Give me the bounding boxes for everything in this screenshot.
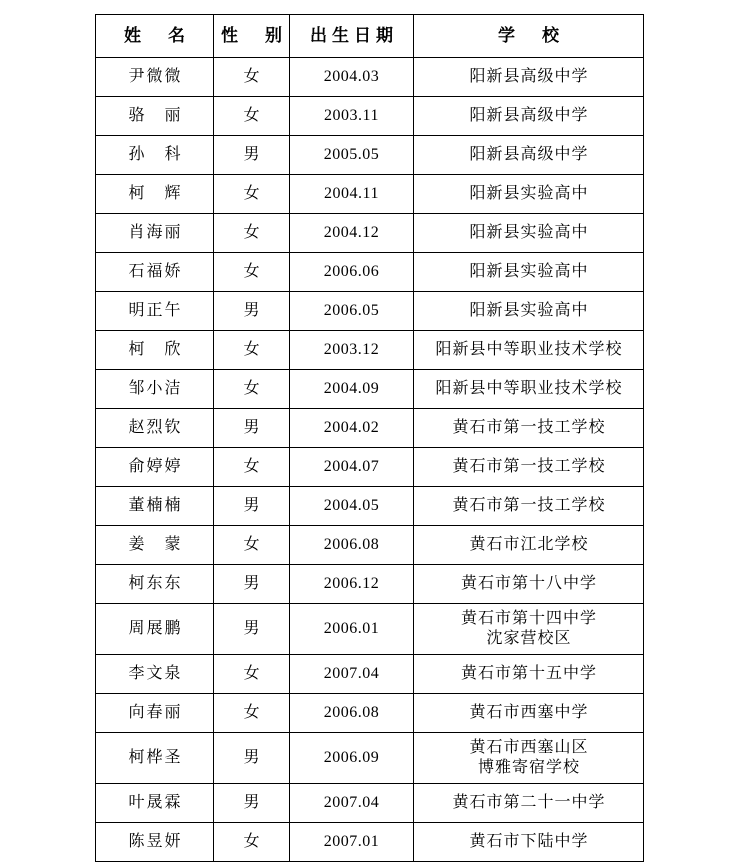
cell-birth-date: 2004.07 [290,448,414,487]
school-line: 阳新县中等职业技术学校 [435,380,623,397]
cell-name: 石福娇 [96,253,214,292]
cell-birth-date: 2004.02 [290,409,414,448]
cell-name: 孙 科 [96,136,214,175]
cell-name: 明正午 [96,292,214,331]
cell-name: 叶晟霖 [96,784,214,823]
table-header [96,15,644,58]
cell-birth-date: 2007.04 [290,655,414,694]
school-line: 黄石市西塞中学 [469,704,589,721]
school-line: 黄石市第十八中学 [460,575,597,592]
cell-birth-date: 2003.12 [290,331,414,370]
cell-school [414,175,644,214]
cell-gender: 女 [214,58,290,97]
cell-name: 赵烈钦 [96,409,214,448]
cell-birth-date: 2007.04 [290,784,414,823]
table-row [96,448,644,487]
cell-school [414,370,644,409]
table-row [96,655,644,694]
column-header-birth-date: 出生日期 [290,15,414,58]
school-line: 黄石市西塞山区 [469,739,589,756]
column-header-gender: 性 别 [214,15,290,58]
cell-gender: 男 [214,292,290,331]
header-row [96,15,644,58]
table-row [96,370,644,409]
cell-name: 骆 丽 [96,97,214,136]
table-row [96,784,644,823]
cell-gender: 男 [214,604,290,655]
cell-school [414,253,644,292]
cell-gender: 女 [214,175,290,214]
table-row [96,292,644,331]
cell-school [414,694,644,733]
cell-birth-date: 2006.12 [290,565,414,604]
cell-birth-date: 2004.12 [290,214,414,253]
cell-name: 柯 欣 [96,331,214,370]
cell-gender: 男 [214,409,290,448]
cell-birth-date: 2004.05 [290,487,414,526]
cell-birth-date: 2004.09 [290,370,414,409]
table-row [96,97,644,136]
cell-school [414,604,644,655]
student-roster-table [95,14,644,862]
cell-school [414,136,644,175]
cell-gender: 女 [214,694,290,733]
school-line: 阳新县高级中学 [469,107,589,124]
cell-school [414,784,644,823]
school-line: 黄石市第一技工学校 [452,497,606,514]
school-line: 黄石市第一技工学校 [452,419,606,436]
column-header-school: 学 校 [414,15,644,58]
school-line: 黄石市江北学校 [469,536,589,553]
cell-gender: 女 [214,448,290,487]
cell-gender: 女 [214,823,290,862]
school-line: 黄石市第二十一中学 [452,794,606,811]
cell-name: 李文泉 [96,655,214,694]
column-header-name: 姓 名 [96,15,214,58]
cell-birth-date: 2006.08 [290,694,414,733]
school-line: 黄石市第一技工学校 [452,458,606,475]
cell-school [414,823,644,862]
cell-birth-date: 2006.08 [290,526,414,565]
cell-name: 姜 蒙 [96,526,214,565]
school-line: 黄石市下陆中学 [469,833,589,850]
cell-birth-date: 2006.05 [290,292,414,331]
cell-name: 肖海丽 [96,214,214,253]
cell-school [414,292,644,331]
cell-name: 柯 辉 [96,175,214,214]
cell-school [414,409,644,448]
cell-birth-date: 2004.11 [290,175,414,214]
table-row [96,58,644,97]
cell-gender: 男 [214,784,290,823]
cell-school [414,331,644,370]
cell-gender: 男 [214,733,290,784]
cell-gender: 男 [214,565,290,604]
cell-gender: 女 [214,331,290,370]
table-row [96,694,644,733]
school-line: 阳新县高级中学 [469,68,589,85]
cell-school [414,487,644,526]
school-line: 阳新县实验高中 [469,185,589,202]
school-line: 博雅寄宿学校 [477,759,580,776]
table-row [96,409,644,448]
table-row [96,214,644,253]
cell-birth-date: 2006.09 [290,733,414,784]
cell-gender: 女 [214,214,290,253]
cell-name: 尹微微 [96,58,214,97]
cell-birth-date: 2005.05 [290,136,414,175]
table-row [96,487,644,526]
cell-birth-date: 2006.01 [290,604,414,655]
cell-school [414,58,644,97]
cell-school [414,97,644,136]
table-row [96,136,644,175]
school-line: 沈家营校区 [486,630,572,647]
school-line: 阳新县实验高中 [469,224,589,241]
table-row [96,823,644,862]
cell-gender: 男 [214,487,290,526]
cell-school [414,526,644,565]
table-row [96,565,644,604]
cell-birth-date: 2003.11 [290,97,414,136]
school-line: 阳新县实验高中 [469,302,589,319]
table-row [96,253,644,292]
table-row [96,733,644,784]
cell-school [414,214,644,253]
cell-name: 陈昱妍 [96,823,214,862]
table-row [96,331,644,370]
cell-gender: 女 [214,655,290,694]
cell-gender: 女 [214,97,290,136]
cell-name: 柯桦圣 [96,733,214,784]
table-row [96,175,644,214]
cell-birth-date: 2006.06 [290,253,414,292]
school-line: 阳新县实验高中 [469,263,589,280]
cell-school [414,565,644,604]
cell-gender: 女 [214,526,290,565]
cell-birth-date: 2004.03 [290,58,414,97]
school-line: 黄石市第十四中学 [460,610,597,627]
table-body [96,58,644,862]
cell-gender: 女 [214,370,290,409]
table-row [96,526,644,565]
school-line: 阳新县中等职业技术学校 [435,341,623,358]
school-line: 黄石市第十五中学 [460,665,597,682]
cell-name: 俞婷婷 [96,448,214,487]
school-line: 阳新县高级中学 [469,146,589,163]
cell-name: 柯东东 [96,565,214,604]
cell-name: 董楠楠 [96,487,214,526]
cell-name: 向春丽 [96,694,214,733]
cell-name: 周展鹏 [96,604,214,655]
cell-name: 邹小洁 [96,370,214,409]
cell-gender: 女 [214,253,290,292]
cell-school [414,655,644,694]
cell-school [414,733,644,784]
table-row [96,604,644,655]
cell-school [414,448,644,487]
cell-birth-date: 2007.01 [290,823,414,862]
cell-gender: 男 [214,136,290,175]
